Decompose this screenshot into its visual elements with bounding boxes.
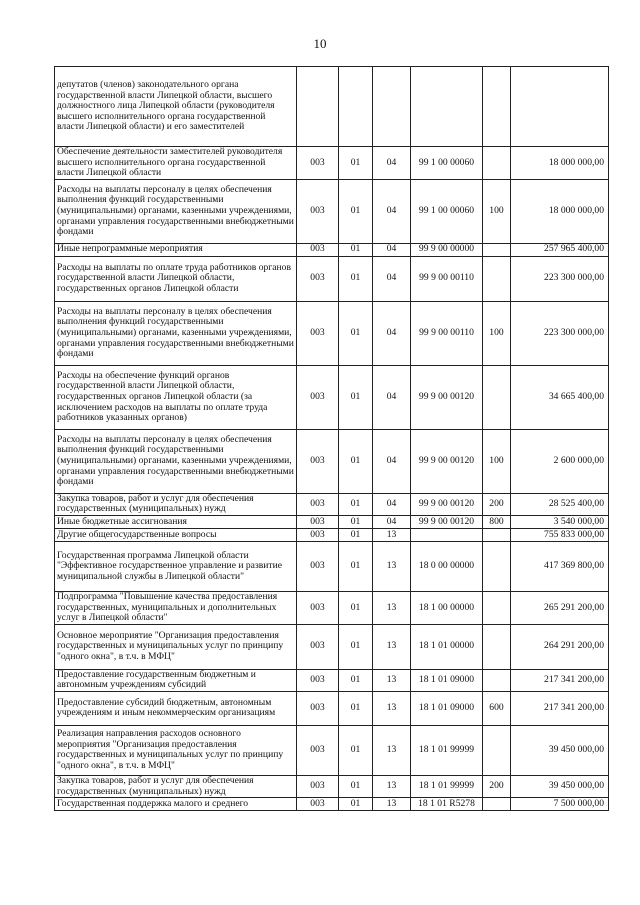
grbs-code-cell: 003 — [297, 725, 339, 775]
expense-type-cell: 200 — [483, 775, 511, 797]
grbs-code-cell: 003 — [297, 541, 339, 591]
grbs-code-cell: 003 — [297, 493, 339, 515]
row-name-cell: Расходы на обеспечение функций органов государственной власти Липецкой области, государственных органов Липецкой области (за исключением расходов на выплаты по оплате труда работников указанных органов) — [55, 365, 297, 429]
section-code-cell: 01 — [339, 725, 373, 775]
expense-type-cell — [483, 256, 511, 301]
amount-cell: 2 600 000,00 — [511, 429, 609, 493]
expense-type-cell — [483, 798, 511, 811]
table-row — [55, 725, 609, 775]
expense-type-cell — [483, 591, 511, 624]
table-row — [55, 67, 609, 147]
subsection-code-cell: 13 — [373, 669, 411, 691]
section-code-cell: 01 — [339, 624, 373, 669]
row-name-cell: Иные бюджетные ассигнования — [55, 515, 297, 528]
section-code-cell: 01 — [339, 429, 373, 493]
expense-type-cell — [483, 243, 511, 256]
subsection-code-cell: 13 — [373, 624, 411, 669]
row-name-cell: Реализация направления расходов основного мероприятия "Организация предоставления государственных и муниципальных услуг по принципу "одного окна", в т.ч. в МФЦ" — [55, 725, 297, 775]
table-row — [55, 528, 609, 541]
target-article-cell: 99 9 00 00000 — [411, 243, 483, 256]
row-name-cell: Расходы на выплаты персоналу в целях обеспечения выполнения функций государственными (муниципальными) органами, казенными учреждениями, органами управления государственными внебюджетными фондами — [55, 429, 297, 493]
grbs-code-cell: 003 — [297, 256, 339, 301]
section-code-cell: 01 — [339, 365, 373, 429]
table-row — [55, 429, 609, 493]
expense-type-cell: 200 — [483, 493, 511, 515]
section-code-cell: 01 — [339, 147, 373, 180]
expense-type-cell: 600 — [483, 691, 511, 725]
table-row — [55, 541, 609, 591]
section-code-cell: 01 — [339, 493, 373, 515]
target-article-cell: 18 1 00 00000 — [411, 591, 483, 624]
row-name-cell: Основное мероприятие "Организация предоставления государственных и муниципальных услуг по принципу "одного окна", в т.ч. в МФЦ" — [55, 624, 297, 669]
row-name-cell: Государственная поддержка малого и среднего — [55, 798, 297, 811]
expense-type-cell — [483, 147, 511, 180]
subsection-code-cell: 13 — [373, 798, 411, 811]
amount-cell: 417 369 800,00 — [511, 541, 609, 591]
section-code-cell: 01 — [339, 515, 373, 528]
subsection-code-cell: 04 — [373, 493, 411, 515]
grbs-code-cell: 003 — [297, 301, 339, 365]
expense-type-cell: 100 — [483, 179, 511, 243]
grbs-code-cell: 003 — [297, 429, 339, 493]
amount-cell: 217 341 200,00 — [511, 669, 609, 691]
expense-type-cell — [483, 725, 511, 775]
expense-type-cell: 100 — [483, 301, 511, 365]
budget-table — [54, 66, 609, 811]
target-article-cell: 99 9 00 00120 — [411, 429, 483, 493]
target-article-cell: 99 9 00 00120 — [411, 515, 483, 528]
row-name-cell: Предоставление субсидий бюджетным, автономным учреждениям и иным некоммерческим организациям — [55, 691, 297, 725]
subsection-code-cell — [373, 67, 411, 147]
expense-type-cell — [483, 528, 511, 541]
section-code-cell: 01 — [339, 256, 373, 301]
subsection-code-cell: 04 — [373, 365, 411, 429]
grbs-code-cell: 003 — [297, 775, 339, 797]
subsection-code-cell: 13 — [373, 541, 411, 591]
table-row — [55, 669, 609, 691]
table-row — [55, 301, 609, 365]
target-article-cell: 99 1 00 00060 — [411, 179, 483, 243]
table-row — [55, 256, 609, 301]
target-article-cell: 99 9 00 00110 — [411, 301, 483, 365]
grbs-code-cell: 003 — [297, 243, 339, 256]
row-name-cell: Государственная программа Липецкой области "Эффективное государственное управление и развитие муниципальной службы в Липецкой области" — [55, 541, 297, 591]
table-row — [55, 624, 609, 669]
amount-cell: 7 500 000,00 — [511, 798, 609, 811]
row-name-cell: Иные непрограммные мероприятия — [55, 243, 297, 256]
table-row — [55, 591, 609, 624]
subsection-code-cell: 13 — [373, 775, 411, 797]
page-number: 10 — [313, 36, 327, 51]
grbs-code-cell: 003 — [297, 691, 339, 725]
target-article-cell: 99 9 00 00120 — [411, 365, 483, 429]
amount-cell: 257 965 400,00 — [511, 243, 609, 256]
table-row — [55, 179, 609, 243]
row-name-cell: Подпрограмма "Повышение качества предоставления государственных, муниципальных и дополнительных услуг в Липецкой области" — [55, 591, 297, 624]
target-article-cell: 18 1 01 99999 — [411, 725, 483, 775]
row-name-cell: Обеспечение деятельности заместителей руководителя высшего исполнительного органа государственной власти Липецкой области — [55, 147, 297, 180]
target-article-cell — [411, 528, 483, 541]
grbs-code-cell: 003 — [297, 669, 339, 691]
table-row — [55, 691, 609, 725]
subsection-code-cell: 04 — [373, 147, 411, 180]
row-name-cell: Предоставление государственным бюджетным и автономным учреждениям субсидий — [55, 669, 297, 691]
section-code-cell: 01 — [339, 591, 373, 624]
section-code-cell: 01 — [339, 669, 373, 691]
section-code-cell: 01 — [339, 301, 373, 365]
expense-type-cell: 800 — [483, 515, 511, 528]
expense-type-cell — [483, 624, 511, 669]
section-code-cell: 01 — [339, 691, 373, 725]
row-name-cell: Расходы на выплаты по оплате труда работников органов государственной власти Липецкой области, государственных органов Липецкой области — [55, 256, 297, 301]
subsection-code-cell: 04 — [373, 301, 411, 365]
amount-cell: 223 300 000,00 — [511, 256, 609, 301]
subsection-code-cell: 04 — [373, 256, 411, 301]
table-row — [55, 365, 609, 429]
row-name-cell: Расходы на выплаты персоналу в целях обеспечения выполнения функций государственными (муниципальными) органами, казенными учреждениями, органами управления государственными внебюджетными фондами — [55, 301, 297, 365]
section-code-cell — [339, 67, 373, 147]
grbs-code-cell: 003 — [297, 528, 339, 541]
target-article-cell: 99 9 00 00110 — [411, 256, 483, 301]
target-article-cell — [411, 67, 483, 147]
subsection-code-cell: 04 — [373, 179, 411, 243]
amount-cell: 18 000 000,00 — [511, 147, 609, 180]
row-name-cell: Другие общегосударственные вопросы — [55, 528, 297, 541]
target-article-cell: 18 1 01 09000 — [411, 669, 483, 691]
amount-cell: 39 450 000,00 — [511, 775, 609, 797]
grbs-code-cell: 003 — [297, 365, 339, 429]
target-article-cell: 99 1 00 00060 — [411, 147, 483, 180]
subsection-code-cell: 04 — [373, 243, 411, 256]
amount-cell: 18 000 000,00 — [511, 179, 609, 243]
subsection-code-cell: 13 — [373, 591, 411, 624]
target-article-cell: 99 9 00 00120 — [411, 493, 483, 515]
amount-cell — [511, 67, 609, 147]
amount-cell: 217 341 200,00 — [511, 691, 609, 725]
table-row — [55, 243, 609, 256]
target-article-cell: 18 1 01 R5278 — [411, 798, 483, 811]
expense-type-cell — [483, 541, 511, 591]
table-row — [55, 775, 609, 797]
target-article-cell: 18 1 01 09000 — [411, 691, 483, 725]
section-code-cell: 01 — [339, 528, 373, 541]
table-row — [55, 493, 609, 515]
amount-cell: 265 291 200,00 — [511, 591, 609, 624]
target-article-cell: 18 0 00 00000 — [411, 541, 483, 591]
target-article-cell: 18 1 01 99999 — [411, 775, 483, 797]
grbs-code-cell: 003 — [297, 624, 339, 669]
amount-cell: 3 540 000,00 — [511, 515, 609, 528]
expense-type-cell — [483, 669, 511, 691]
amount-cell: 755 833 000,00 — [511, 528, 609, 541]
expense-type-cell — [483, 67, 511, 147]
grbs-code-cell — [297, 67, 339, 147]
grbs-code-cell: 003 — [297, 179, 339, 243]
grbs-code-cell: 003 — [297, 798, 339, 811]
amount-cell: 28 525 400,00 — [511, 493, 609, 515]
amount-cell: 264 291 200,00 — [511, 624, 609, 669]
row-name-cell: депутатов (членов) законодательного органа государственной власти Липецкой области, высшего должностного лица Липецкой области (руководителя высшего исполнительного органа государственной власти Липецкой области) и его заместителей — [55, 67, 297, 147]
grbs-code-cell: 003 — [297, 591, 339, 624]
amount-cell: 39 450 000,00 — [511, 725, 609, 775]
subsection-code-cell: 13 — [373, 725, 411, 775]
table-row — [55, 798, 609, 811]
expense-type-cell: 100 — [483, 429, 511, 493]
grbs-code-cell: 003 — [297, 147, 339, 180]
row-name-cell: Закупка товаров, работ и услуг для обеспечения государственных (муниципальных) нужд — [55, 775, 297, 797]
section-code-cell: 01 — [339, 541, 373, 591]
table-row — [55, 147, 609, 180]
subsection-code-cell: 13 — [373, 528, 411, 541]
section-code-cell: 01 — [339, 798, 373, 811]
section-code-cell: 01 — [339, 775, 373, 797]
grbs-code-cell: 003 — [297, 515, 339, 528]
row-name-cell: Расходы на выплаты персоналу в целях обеспечения выполнения функций государственными (муниципальными) органами, казенными учреждениями, органами управления государственными внебюджетными фондами — [55, 179, 297, 243]
subsection-code-cell: 04 — [373, 429, 411, 493]
target-article-cell: 18 1 01 00000 — [411, 624, 483, 669]
row-name-cell: Закупка товаров, работ и услуг для обеспечения государственных (муниципальных) нужд — [55, 493, 297, 515]
amount-cell: 223 300 000,00 — [511, 301, 609, 365]
subsection-code-cell: 13 — [373, 691, 411, 725]
amount-cell: 34 665 400,00 — [511, 365, 609, 429]
subsection-code-cell: 04 — [373, 515, 411, 528]
expense-type-cell — [483, 365, 511, 429]
section-code-cell: 01 — [339, 243, 373, 256]
section-code-cell: 01 — [339, 179, 373, 243]
table-row — [55, 515, 609, 528]
